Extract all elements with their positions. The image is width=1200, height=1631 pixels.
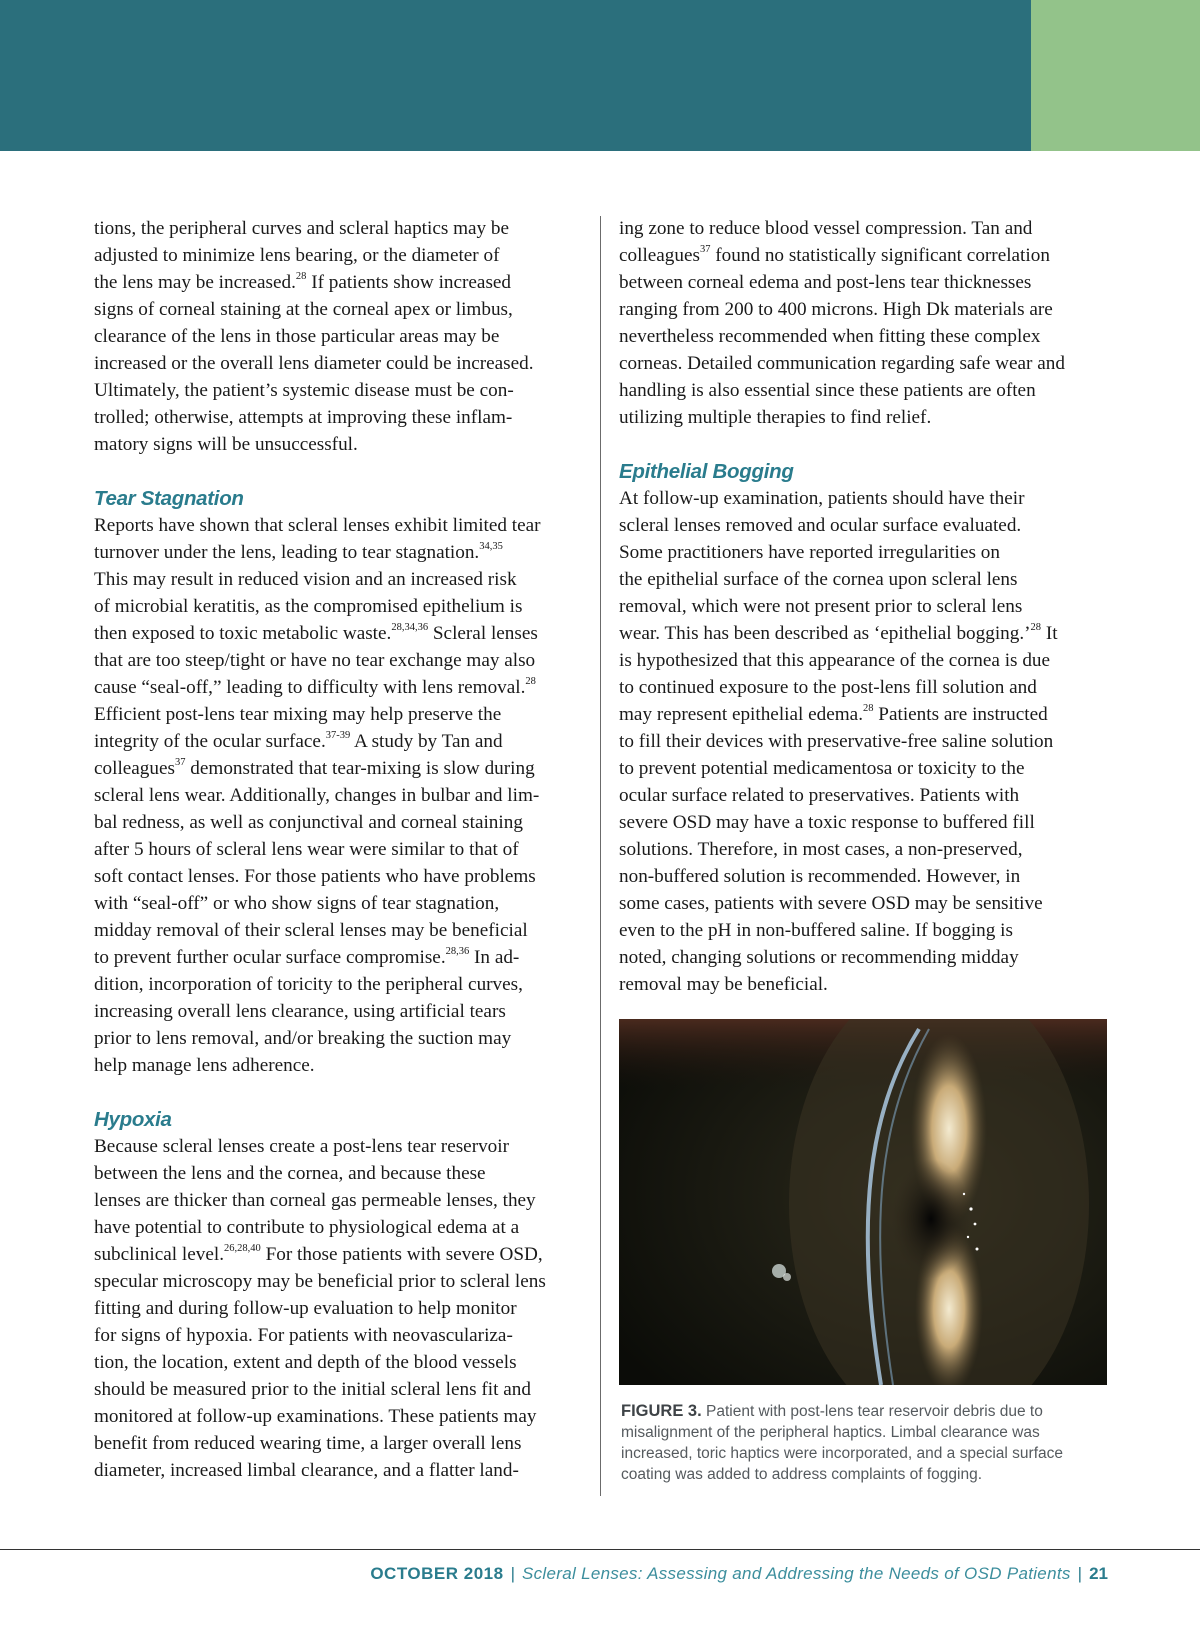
text-line [94, 890, 586, 917]
text-line [619, 539, 1109, 566]
footer-rule [0, 1549, 1200, 1550]
text-run: This may result in reduced vision and an increased risk [94, 569, 517, 590]
text-line [94, 1403, 586, 1430]
text-line [94, 728, 586, 755]
section-heading-epithelial-bogging: Epithelial Bogging [619, 460, 794, 483]
text-run: integrity of the ocular surface. [94, 731, 326, 752]
text-run: monitored at follow-up examinations. These patients may [94, 1406, 537, 1427]
text-line [94, 836, 586, 863]
citation-superscript: 37 [699, 243, 711, 255]
text-line [94, 512, 586, 539]
text-run: subclinical level. [94, 1244, 225, 1265]
text-run: Patients are instructed [873, 704, 1048, 725]
text-run: Ultimately, the patient’s systemic disease must be con- [94, 380, 514, 401]
citation-superscript: 37-39 [325, 729, 351, 741]
text-line [619, 890, 1109, 917]
text-run: with “seal-off” or who show signs of tear stagnation, [94, 893, 500, 914]
text-run: found no statistically significant correlation [710, 245, 1050, 266]
text-line [619, 755, 1109, 782]
text-run: help manage lens adherence. [94, 1055, 315, 1076]
column-divider [600, 216, 601, 1496]
text-line [619, 728, 1109, 755]
text-run: handling is also essential since these patients are often [619, 380, 1036, 401]
text-run: Because scleral lenses create a post-lens tear reservoir [94, 1136, 509, 1157]
text-run: to prevent further ocular surface compromise. [94, 947, 446, 968]
text-line [619, 647, 1109, 674]
text-line [94, 1214, 586, 1241]
text-run: that are too steep/tight or have no tear exchange may also [94, 650, 536, 671]
text-run: For those patients with severe OSD, [260, 1244, 543, 1265]
text-line [619, 404, 1109, 431]
text-run: demonstrated that tear-mixing is slow during [185, 758, 535, 779]
text-line [94, 944, 586, 971]
text-run: noted, changing solutions or recommending midday [619, 947, 1019, 968]
text-line [94, 1376, 586, 1403]
text-run: ing zone to reduce blood vessel compression. Tan and [619, 218, 1033, 239]
text-run: benefit from reduced wearing time, a larger overall lens [94, 1433, 522, 1454]
text-line [619, 377, 1109, 404]
footer-separator: | [1077, 1564, 1083, 1583]
figure-label: FIGURE 3. [621, 1402, 702, 1420]
text-run: tion, the location, extent and depth of the blood vessels [94, 1352, 517, 1373]
text-line [619, 944, 1109, 971]
text-line [619, 350, 1109, 377]
text-run: colleagues [94, 758, 175, 779]
text-line [94, 1160, 586, 1187]
text-run: diameter, increased limbal clearance, and a flatter land- [94, 1460, 519, 1481]
page-footer [370, 1562, 1108, 1586]
text-line [94, 782, 586, 809]
text-line [619, 836, 1109, 863]
text-run: tions, the peripheral curves and scleral haptics may be [94, 218, 510, 239]
text-line [94, 404, 586, 431]
text-run: scleral lenses removed and ocular surface evaluated. [619, 515, 1022, 536]
text-run: Some practitioners have reported irregularities on [619, 542, 1000, 563]
text-line [619, 674, 1109, 701]
text-line [94, 1430, 586, 1457]
section-heading-tear-stagnation: Tear Stagnation [94, 487, 244, 510]
text-run: It [1041, 623, 1058, 644]
text-run: midday removal of their scleral lenses may be beneficial [94, 920, 528, 941]
text-run: of microbial keratitis, as the compromised epithelium is [94, 596, 523, 617]
text-line [94, 971, 586, 998]
citation-superscript: 28 [525, 675, 536, 687]
header-band [0, 0, 1031, 151]
text-run: to prevent potential medicamentosa or toxicity to the [619, 758, 1025, 779]
figure-caption [621, 1401, 1111, 1485]
epithelial-bogging-paragraph [619, 485, 1109, 998]
text-run: have potential to contribute to physiological edema at a [94, 1217, 520, 1238]
text-line [619, 512, 1109, 539]
text-run: colleagues [619, 245, 700, 266]
text-run: bal redness, as well as conjunctival and corneal staining [94, 812, 523, 833]
text-line [619, 620, 1109, 647]
text-line [619, 323, 1109, 350]
text-run: Efficient post-lens tear mixing may help preserve the [94, 704, 502, 725]
text-run: prior to lens removal, and/or breaking the suction may [94, 1028, 512, 1049]
text-run: increasing overall lens clearance, using artificial tears [94, 1001, 506, 1022]
text-line [94, 701, 586, 728]
figure-3-slit-lamp-photo [619, 1019, 1107, 1385]
text-line [94, 674, 586, 701]
citation-superscript: 37 [174, 756, 186, 768]
text-run: lenses are thicker than corneal gas permeable lenses, they [94, 1190, 536, 1211]
text-run: removal may be beneficial. [619, 974, 828, 995]
text-run: between corneal edema and post-lens tear thicknesses [619, 272, 1032, 293]
text-run: to continued exposure to the post-lens fill solution and [619, 677, 1037, 698]
text-run: then exposed to toxic metabolic waste. [94, 623, 392, 644]
text-run: should be measured prior to the initial scleral lens fit and [94, 1379, 531, 1400]
text-line [94, 215, 586, 242]
text-line [94, 269, 586, 296]
text-run: Reports have shown that scleral lenses exhibit limited tear [94, 515, 541, 536]
text-run: the epithelial surface of the cornea upon scleral lens [619, 569, 1018, 590]
text-line [94, 809, 586, 836]
text-line [94, 242, 586, 269]
text-line [619, 296, 1109, 323]
text-line [94, 1322, 586, 1349]
text-line [619, 593, 1109, 620]
text-run: Scleral lenses [428, 623, 538, 644]
text-line [94, 998, 586, 1025]
hypoxia-paragraph [94, 1133, 586, 1484]
text-run: after 5 hours of scleral lens wear were similar to that of [94, 839, 519, 860]
text-line [94, 566, 586, 593]
text-run: even to the pH in non-buffered saline. If bogging is [619, 920, 1013, 941]
text-line [94, 755, 586, 782]
text-line [619, 782, 1109, 809]
left-column [94, 215, 586, 1484]
tear-stagnation-paragraph [94, 512, 586, 1079]
text-run: solutions. Therefore, in most cases, a non-preserved, [619, 839, 1023, 860]
text-line [94, 323, 586, 350]
text-run: increased or the overall lens diameter could be increased. [94, 353, 534, 374]
text-line [619, 269, 1109, 296]
text-line [619, 917, 1109, 944]
text-line [94, 1025, 586, 1052]
text-line [94, 539, 586, 566]
text-line [94, 1133, 586, 1160]
text-line [619, 485, 1109, 512]
text-run: between the lens and the cornea, and because these [94, 1163, 486, 1184]
text-run: for signs of hypoxia. For patients with neovasculariza- [94, 1325, 513, 1346]
text-run: clearance of the lens in those particular areas may be [94, 326, 500, 347]
text-run: soft contact lenses. For those patients who have problems [94, 866, 536, 887]
footer-issue-date: OCTOBER 2018 [370, 1564, 504, 1583]
text-run: fitting and during follow-up evaluation to help monitor [94, 1298, 517, 1319]
page-number: 21 [1089, 1564, 1108, 1583]
text-line [94, 593, 586, 620]
citation-superscript: 28 [295, 270, 307, 282]
text-run: matory signs will be unsuccessful. [94, 434, 358, 455]
citation-superscript: 28,34,36 [391, 621, 429, 633]
citation-superscript: 26,28,40 [224, 1242, 261, 1254]
text-run: the lens may be increased. [94, 272, 296, 293]
text-run: ocular surface related to preservatives. Patients with [619, 785, 1020, 806]
text-run: specular microscopy may be beneficial prior to scleral lens [94, 1271, 546, 1292]
text-line [619, 566, 1109, 593]
text-line [94, 1052, 586, 1079]
text-run: adjusted to minimize lens bearing, or the diameter of [94, 245, 500, 266]
text-line [94, 431, 586, 458]
text-line [94, 917, 586, 944]
text-run: corneas. Detailed communication regarding safe wear and [619, 353, 1065, 374]
text-run: non-buffered solution is recommended. However, in [619, 866, 1021, 887]
text-line [619, 863, 1109, 890]
text-line [94, 863, 586, 890]
caption-line: coating was added to address complaints of fogging. [621, 1466, 983, 1483]
right-intro-paragraph [619, 215, 1109, 431]
text-line [94, 1457, 586, 1484]
text-run: signs of corneal staining at the corneal apex or limbus, [94, 299, 513, 320]
text-line [94, 620, 586, 647]
footer-separator: | [510, 1564, 515, 1583]
text-run: dition, incorporation of toricity to the peripheral curves, [94, 974, 523, 995]
text-line [94, 377, 586, 404]
text-run: cause “seal-off,” leading to difficulty with lens removal. [94, 677, 526, 698]
text-line [94, 1349, 586, 1376]
text-run: removal, which were not present prior to scleral lens [619, 596, 1023, 617]
text-run: severe OSD may have a toxic response to buffered fill [619, 812, 1035, 833]
citation-superscript: 28,36 [445, 945, 470, 957]
text-line [619, 971, 1109, 998]
header-accent-block [1031, 0, 1200, 151]
right-column [619, 215, 1109, 998]
text-run: utilizing multiple therapies to find relief. [619, 407, 932, 428]
citation-superscript: 28 [863, 702, 874, 714]
text-run: some cases, patients with severe OSD may be sensitive [619, 893, 1043, 914]
text-run: nevertheless recommended when fitting these complex [619, 326, 1041, 347]
text-line [94, 1268, 586, 1295]
text-run: In ad- [469, 947, 520, 968]
text-line [94, 350, 586, 377]
section-heading-hypoxia: Hypoxia [94, 1108, 172, 1131]
text-line [94, 1241, 586, 1268]
footer-publication-title: Scleral Lenses: Assessing and Addressing the Needs of OSD Patients [521, 1564, 1071, 1583]
caption-line: misalignment of the peripheral haptics. Limbal clearance was [621, 1424, 1040, 1441]
text-line [619, 701, 1109, 728]
text-run: scleral lens wear. Additionally, changes in bulbar and lim- [94, 785, 540, 806]
text-line [94, 296, 586, 323]
text-line [619, 809, 1109, 836]
text-run: is hypothesized that this appearance of the cornea is due [619, 650, 1051, 671]
text-run: trolled; otherwise, attempts at improving these inflam- [94, 407, 513, 428]
text-run: ranging from 200 to 400 microns. High Dk materials are [619, 299, 1053, 320]
text-line [94, 647, 586, 674]
text-line [619, 242, 1109, 269]
citation-superscript: 34,35 [479, 540, 503, 552]
caption-line: FIGURE 3. Patient with post-lens tear reservoir debris due to [621, 1402, 1043, 1420]
text-run: to fill their devices with preservative-free saline solution [619, 731, 1054, 752]
caption-line: increased, toric haptics were incorporated, and a special surface [621, 1445, 1063, 1462]
text-run: wear. This has been described as ‘epithelial bogging.’ [619, 623, 1031, 644]
text-run: may represent epithelial edema. [619, 704, 863, 725]
citation-superscript: 28 [1030, 621, 1042, 633]
text-run: turnover under the lens, leading to tear stagnation. [94, 542, 480, 563]
text-run: If patients show increased [306, 272, 512, 293]
left-intro-paragraph [94, 215, 586, 458]
text-line [619, 215, 1109, 242]
text-line [94, 1295, 586, 1322]
text-run: At follow-up examination, patients should have their [619, 488, 1025, 509]
text-run: A study by Tan and [350, 731, 503, 752]
text-line [94, 1187, 586, 1214]
